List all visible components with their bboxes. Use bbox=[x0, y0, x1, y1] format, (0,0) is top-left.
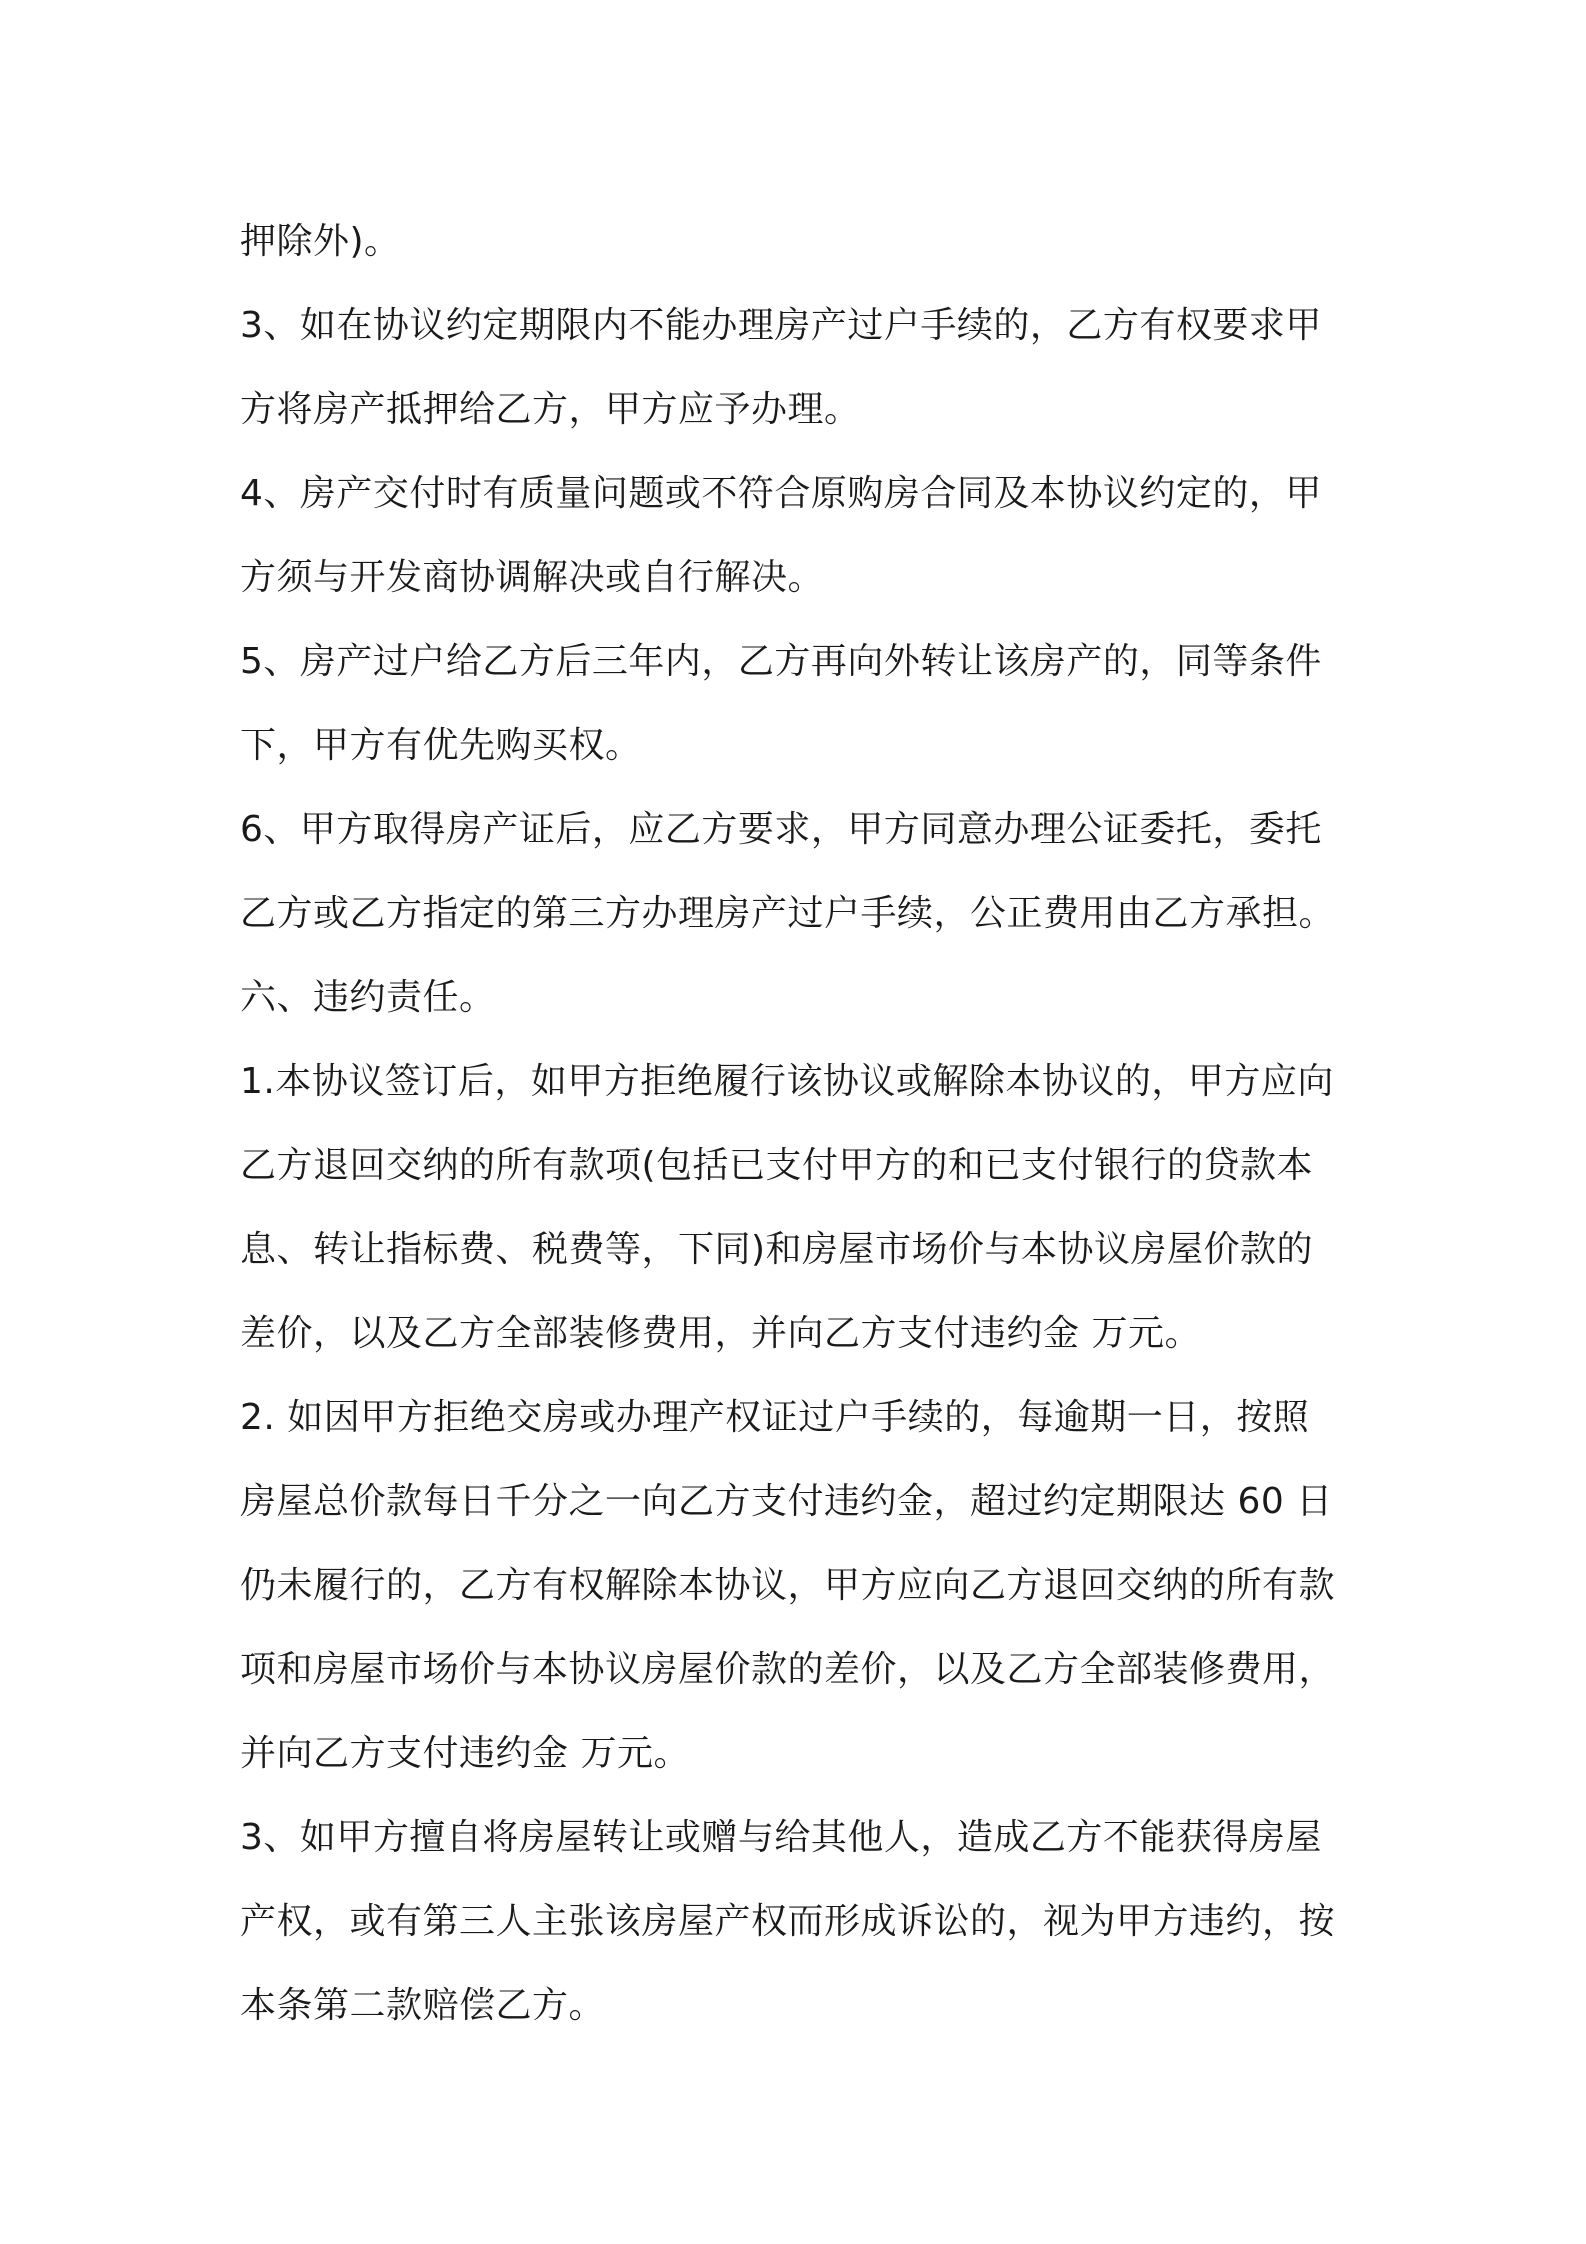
text-line: 4、房产交付时有质量问题或不符合原购房合同及本协议约定的，甲 bbox=[240, 473, 1322, 514]
text-line: 2. 如因甲方拒绝交房或办理产权证过户手续的，每逾期一日，按照 bbox=[240, 1397, 1310, 1438]
text-line: 5、房产过户给乙方后三年内，乙方再向外转让该房产的，同等条件 bbox=[240, 641, 1322, 682]
text-line: 6、甲方取得房产证后，应乙方要求，甲方同意办理公证委托，委托 bbox=[240, 809, 1322, 850]
text-line: 乙方或乙方指定的第三方办理房产过户手续，公正费用由乙方承担。 bbox=[240, 893, 1336, 934]
text-line: 差价，以及乙方全部装修费用，并向乙方支付违约金 万元。 bbox=[240, 1313, 1201, 1354]
text-line: 本条第二款赔偿乙方。 bbox=[240, 1985, 606, 2026]
text-line: 方将房产抵押给乙方，甲方应予办理。 bbox=[240, 389, 861, 430]
section-heading: 六、违约责任。 bbox=[240, 977, 496, 1018]
text-line: 产权，或有第三人主张该房屋产权而形成诉讼的，视为甲方违约，按 bbox=[240, 1901, 1336, 1942]
text-line: 3、如在协议约定期限内不能办理房产过户手续的，乙方有权要求甲 bbox=[240, 305, 1322, 346]
text-line: 3、如甲方擅自将房屋转让或赠与给其他人，造成乙方不能获得房屋 bbox=[240, 1817, 1322, 1858]
text-line: 1.本协议签订后，如甲方拒绝履行该协议或解除本协议的，甲方应向 bbox=[240, 1061, 1334, 1102]
text-line: 房屋总价款每日千分之一向乙方支付违约金，超过约定期限达 60 日 bbox=[240, 1481, 1333, 1522]
document-body bbox=[240, 200, 1370, 2048]
text-line: 项和房屋市场价与本协议房屋价款的差价，以及乙方全部装修费用， bbox=[240, 1649, 1336, 1690]
text-line: 乙方退回交纳的所有款项(包括已支付甲方的和已支付银行的贷款本 bbox=[240, 1145, 1314, 1186]
text-line: 押除外)。 bbox=[240, 221, 401, 262]
text-line: 并向乙方支付违约金 万元。 bbox=[240, 1733, 690, 1774]
text-line: 息、转让指标费、税费等，下同)和房屋市场价与本协议房屋价款的 bbox=[240, 1229, 1314, 1270]
text-line: 仍未履行的，乙方有权解除本协议，甲方应向乙方退回交纳的所有款 bbox=[240, 1565, 1336, 1606]
text-line: 方须与开发商协调解决或自行解决。 bbox=[240, 557, 825, 598]
text-line: 下，甲方有优先购买权。 bbox=[240, 725, 642, 766]
